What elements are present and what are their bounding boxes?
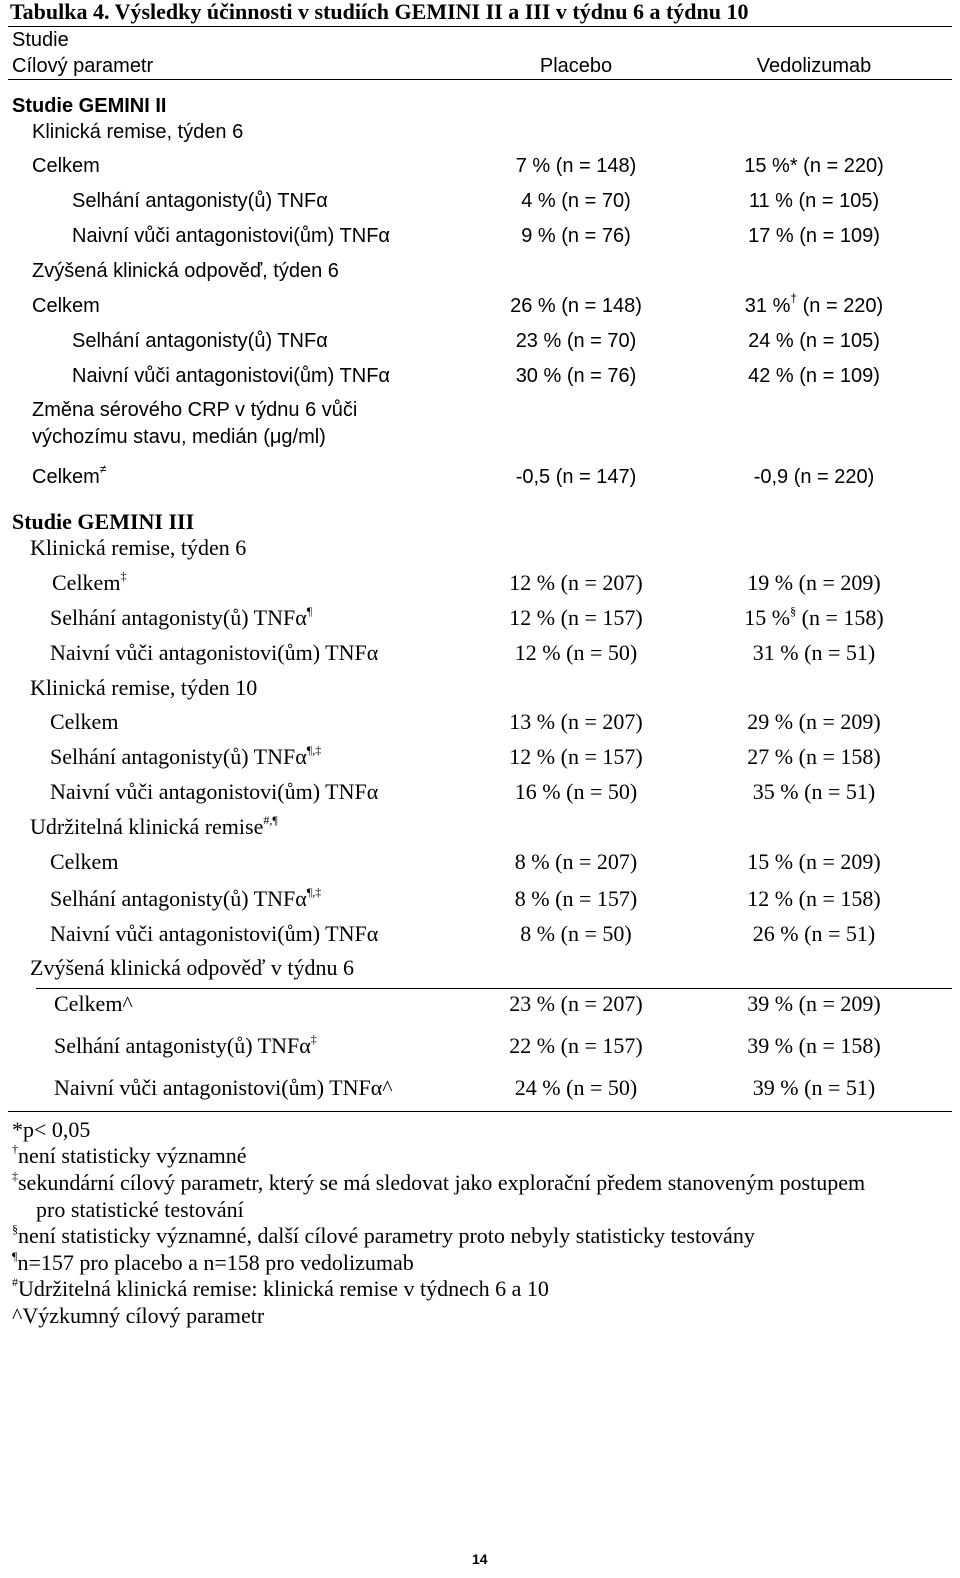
g3-s2-r3-vedolizumab: 35 % (n = 51)	[752, 779, 876, 804]
g3-s1-r3-placebo: 12 % (n = 50)	[514, 640, 638, 665]
header-studie: Studie	[12, 29, 69, 51]
title-rule	[8, 26, 952, 27]
g2-s1-r3-placebo: 9 % (n = 76)	[521, 225, 631, 247]
g2-s1-title: Klinická remise, týden 6	[32, 121, 244, 143]
g3-s4-r2-placebo: 22 % (n = 157)	[509, 1033, 643, 1058]
section-rule	[36, 988, 952, 989]
footnote-mark: ‡	[120, 568, 127, 583]
header-vedolizumab: Vedolizumab	[756, 55, 872, 77]
footnote-double-dagger-cont: pro statistické testování	[36, 1197, 244, 1222]
g2-s3-r1-placebo: -0,5 (n = 147)	[515, 466, 637, 488]
g2-s1-r2-vedolizumab: 11 % (n = 105)	[748, 190, 880, 212]
g3-s2-r3-placebo: 16 % (n = 50)	[514, 779, 638, 804]
g3-s1-r2-vedolizumab: 15 %§ (n = 158)	[744, 603, 884, 630]
g3-s4-title: Zvýšená klinická odpověď v týdnu 6	[30, 955, 354, 980]
g3-s4-r1-placebo: 23 % (n = 207)	[509, 991, 643, 1016]
g3-s2-r1-label: Celkem	[50, 709, 119, 734]
g2-s1-r1-vedolizumab: 15 %* (n = 220)	[744, 155, 884, 177]
g2-s2-r2-label: Selhání antagonisty(ů) TNFα	[72, 330, 328, 352]
gemini-ii-heading: Studie GEMINI II	[12, 95, 167, 117]
g3-s3-r2-vedolizumab: 12 % (n = 158)	[747, 886, 881, 911]
g3-s2-r1-placebo: 13 % (n = 207)	[509, 709, 643, 734]
g2-s3-title-line1: Změna sérového CRP v týdnu 6 vůči	[32, 399, 358, 421]
footnote-p: *p< 0,05	[12, 1117, 91, 1142]
g2-s1-r3-label: Naivní vůči antagonistovi(ům) TNFα	[72, 225, 390, 247]
footnote-hash: #Udržitelná klinická remise: klinická remise v týdnech 6 a 10	[12, 1274, 549, 1301]
footnote-caret: ^Výzkumný cílový parametr	[12, 1303, 265, 1328]
g3-s1-r3-label: Naivní vůči antagonistovi(ům) TNFα	[50, 640, 379, 665]
g3-s3-r2-placebo: 8 % (n = 157)	[514, 886, 638, 911]
g3-s2-r3-label: Naivní vůči antagonistovi(ům) TNFα	[50, 779, 379, 804]
g3-s1-r1-placebo: 12 % (n = 207)	[509, 570, 643, 595]
g3-s4-r1-label: Celkem^	[54, 991, 133, 1016]
g3-s2-r2-label: Selhání antagonisty(ů) TNFα¶,‡	[50, 742, 322, 769]
footnote-mark: ‡	[310, 1031, 317, 1046]
header-placebo: Placebo	[539, 55, 613, 77]
g2-s3-title-line2: výchozímu stavu, medián (μg/ml)	[32, 426, 326, 448]
g2-s2-r1-vedolizumab: 31 %† (n = 220)	[744, 291, 884, 317]
footnote-mark: ¶,‡	[306, 884, 322, 899]
g3-s1-r2-placebo: 12 % (n = 157)	[509, 605, 643, 630]
footnote-mark: ¶	[306, 603, 313, 618]
g3-s4-r3-vedolizumab: 39 % (n = 51)	[752, 1075, 876, 1100]
g2-s2-title: Zvýšená klinická odpověď, týden 6	[32, 260, 339, 282]
g3-s2-r1-vedolizumab: 29 % (n = 209)	[747, 709, 881, 734]
g2-s1-r3-vedolizumab: 17 % (n = 109)	[748, 225, 880, 247]
footnote-dagger: †není statisticky významné	[12, 1141, 247, 1168]
g3-s1-r1-vedolizumab: 19 % (n = 209)	[747, 570, 881, 595]
g3-s2-title: Klinická remise, týden 10	[30, 675, 258, 700]
g2-s1-r2-placebo: 4 % (n = 70)	[521, 190, 631, 212]
footnote-mark: ¶,‡	[306, 742, 322, 757]
g3-s3-r3-placebo: 8 % (n = 50)	[520, 921, 632, 946]
footnote-mark: †	[790, 291, 798, 306]
g3-s4-r1-vedolizumab: 39 % (n = 209)	[747, 991, 881, 1016]
gemini-iii-heading: Studie GEMINI III	[12, 509, 195, 534]
g3-s3-title: Udržitelná klinická remise#,¶	[30, 812, 278, 839]
g3-s4-r3-label: Naivní vůči antagonistovi(ům) TNFα^	[54, 1075, 393, 1100]
g2-s2-r1-placebo: 26 % (n = 148)	[510, 295, 642, 317]
g2-s2-r2-vedolizumab: 24 % (n = 105)	[748, 330, 880, 352]
g3-s3-r1-label: Celkem	[50, 849, 119, 874]
g3-s4-r3-placebo: 24 % (n = 50)	[514, 1075, 638, 1100]
g2-s2-r3-vedolizumab: 42 % (n = 109)	[748, 365, 880, 387]
g3-s1-r2-label: Selhání antagonisty(ů) TNFα¶	[50, 603, 313, 630]
g3-s2-r2-vedolizumab: 27 % (n = 158)	[747, 744, 881, 769]
g2-s3-r1-vedolizumab: -0,9 (n = 220)	[753, 466, 875, 488]
g2-s3-r1-label: Celkem≠	[32, 462, 107, 488]
g2-s1-r1-placebo: 7 % (n = 148)	[515, 155, 637, 177]
footnote-mark: ≠	[99, 462, 107, 477]
g3-s1-r1-label: Celkem‡	[52, 568, 127, 595]
header-cilovy-parametr: Cílový parametr	[12, 55, 154, 77]
g2-s2-r2-placebo: 23 % (n = 70)	[515, 330, 637, 352]
g3-s3-r1-placebo: 8 % (n = 207)	[514, 849, 638, 874]
g2-s1-r2-label: Selhání antagonisty(ů) TNFα	[72, 190, 328, 212]
g3-s1-title: Klinická remise, týden 6	[30, 535, 247, 560]
g2-s2-r3-label: Naivní vůči antagonistovi(ům) TNFα	[72, 365, 390, 387]
footnote-mark: #,¶	[263, 812, 278, 827]
table-bottom-rule	[8, 1111, 952, 1112]
g2-s2-r3-placebo: 30 % (n = 76)	[515, 365, 637, 387]
g3-s3-r3-vedolizumab: 26 % (n = 51)	[752, 921, 876, 946]
footnote-double-dagger: ‡sekundární cílový parametr, který se má sledovat jako explorační předem stanoveným postupem	[12, 1168, 866, 1195]
g2-s2-r1-label: Celkem	[32, 295, 100, 317]
g3-s1-r3-vedolizumab: 31 % (n = 51)	[752, 640, 876, 665]
g2-s1-r1-label: Celkem	[32, 155, 100, 177]
g3-s2-r2-placebo: 12 % (n = 157)	[509, 744, 643, 769]
g3-s4-r2-vedolizumab: 39 % (n = 158)	[747, 1033, 881, 1058]
footnote-mark: §	[790, 603, 797, 618]
g3-s3-r3-label: Naivní vůči antagonistovi(ům) TNFα	[50, 921, 379, 946]
header-rule	[8, 79, 952, 80]
g3-s3-r1-vedolizumab: 15 % (n = 209)	[747, 849, 881, 874]
footnote-pilcrow: ¶n=157 pro placebo a n=158 pro vedolizumab	[12, 1248, 414, 1275]
footnote-section: §není statisticky významné, další cílové parametry proto nebyly statisticky testovány	[12, 1221, 755, 1248]
table-title: Tabulka 4. Výsledky účinnosti v studiích GEMINI II a III v týdnu 6 a týdnu 10	[10, 0, 749, 24]
page-number: 14	[472, 1551, 488, 1567]
g3-s4-r2-label: Selhání antagonisty(ů) TNFα‡	[54, 1031, 317, 1058]
g3-s3-r2-label: Selhání antagonisty(ů) TNFα¶,‡	[50, 884, 322, 911]
